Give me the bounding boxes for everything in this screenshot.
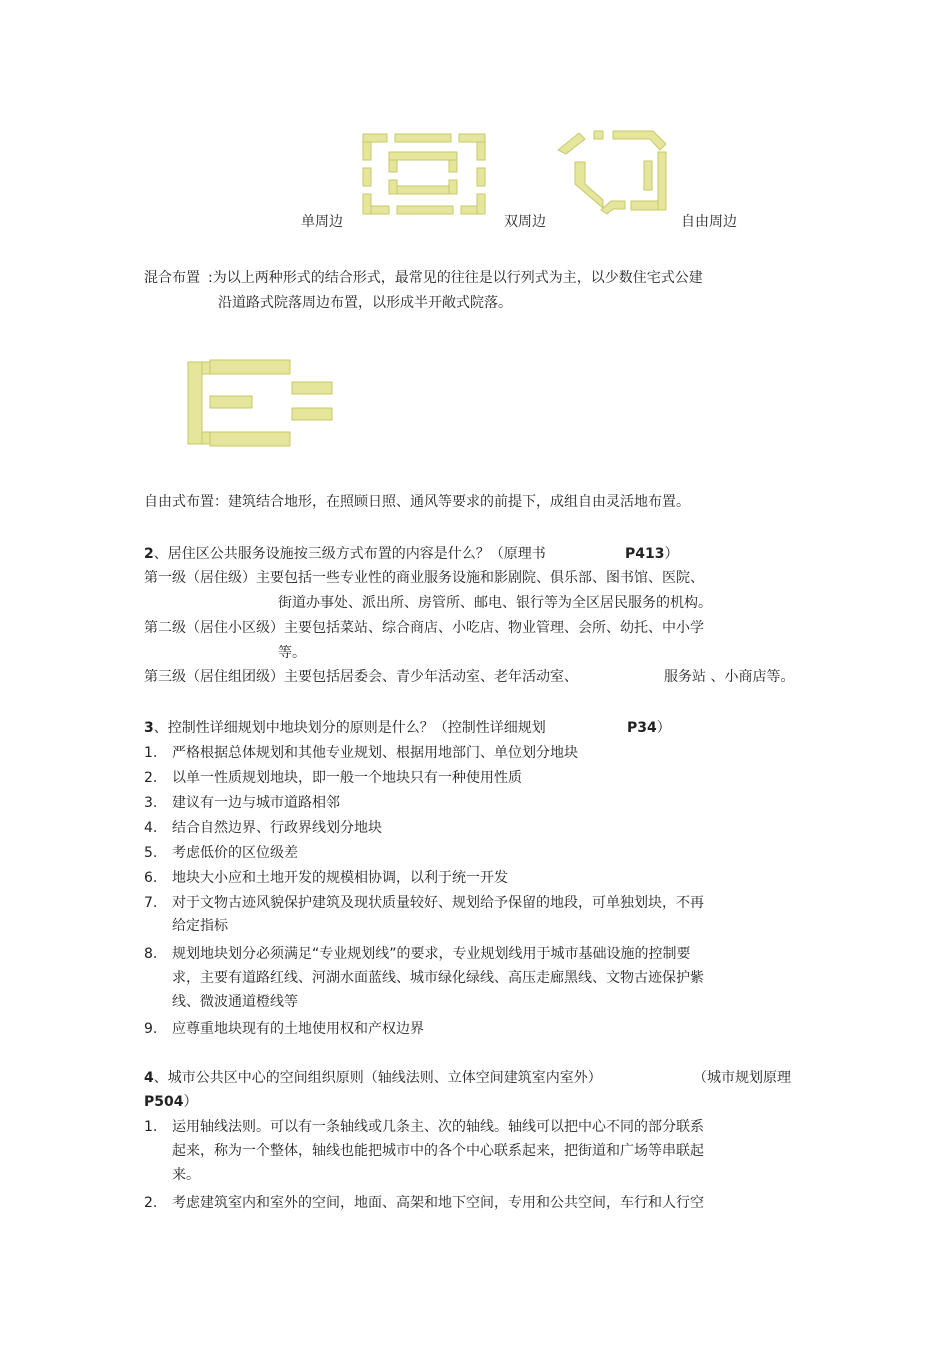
q3-item-text-cont: 求，主要有道路红线、河湖水面蓝线、城市绿化绿线、高压走廊黑线、文物古迹保护紫 xyxy=(172,970,704,986)
double-perimeter-figure xyxy=(360,132,490,222)
caption-free-perimeter: 自由周边 xyxy=(681,214,737,230)
q2-heading xyxy=(144,546,546,564)
q4-item-text: 考虑建筑室内和室外的空间，地面、高架和地下空间，专用和公共空间，车行和人行空 xyxy=(172,1195,704,1211)
q2-number: 2 xyxy=(144,546,154,562)
q3-item-number: 1. xyxy=(144,745,158,761)
free-perimeter-figure xyxy=(555,128,675,218)
q3-item-text: 严格根据总体规划和其他专业规划、根据用地部门、单位划分地块 xyxy=(172,745,578,761)
q3-heading xyxy=(144,720,546,738)
q3-item-text: 对于文物古迹风貌保护建筑及现状质量较好、规划给予保留的地段，可单独划块，不再 xyxy=(172,895,704,911)
free-layout-text: 自由式布置：建筑结合地形，在照顾日照、通风等要求的前提下，成组自由灵活地布置。 xyxy=(144,494,690,510)
q4-title: 、城市公共区中心的空间组织原则（轴线法则、立体空间建筑室内室外） xyxy=(153,1070,602,1086)
q3-ref-close: ） xyxy=(656,720,671,736)
q3-item-number: 9. xyxy=(144,1021,158,1037)
caption-single-perimeter: 单周边 xyxy=(301,214,343,230)
q3-ref xyxy=(627,720,671,738)
q3-item-text-cont: 线、微波通道橙线等 xyxy=(172,994,298,1010)
q4-item-number: 1. xyxy=(144,1119,158,1135)
q2-level2-line2: 等。 xyxy=(278,645,306,661)
q2-ref-close: ） xyxy=(664,546,679,562)
q3-item-text-cont: 给定指标 xyxy=(172,918,228,934)
q2-level1-line1: 第一级（居住级）主要包括一些专业性的商业服务设施和影剧院、俱乐部、图书馆、医院、 xyxy=(144,570,704,586)
q3-item-text: 考虑低价的区位级差 xyxy=(172,845,298,861)
q4-ref-close: ） xyxy=(183,1094,198,1110)
q4-item-text-cont: 起来，称为一个整体，轴线也能把城市中的各个中心联系起来，把街道和广场等串联起 xyxy=(172,1143,704,1159)
q3-item-number: 4. xyxy=(144,820,158,836)
q4-ref-page: P504 xyxy=(144,1094,184,1110)
q4-ref-a: （城市规划原理 xyxy=(693,1070,791,1086)
q4-heading xyxy=(144,1070,602,1088)
mixed-layout-line2: 沿道路式院落周边布置，以形成半开敞式院落。 xyxy=(218,295,512,311)
q3-number: 3 xyxy=(144,720,154,736)
q3-item-text: 应尊重地块现有的土地使用权和产权边界 xyxy=(172,1021,424,1037)
caption-double-perimeter: 双周边 xyxy=(504,214,546,230)
q3-item-text: 建议有一边与城市道路相邻 xyxy=(172,795,340,811)
q4-item-text-cont: 来。 xyxy=(172,1167,200,1183)
q3-ref-page: P34 xyxy=(627,720,657,736)
q2-level3-line1: 第三级（居住组团级）主要包括居委会、青少年活动室、老年活动室、 xyxy=(144,669,578,685)
q2-title: 、居住区公共服务设施按三级方式布置的内容是什么？（原理书 xyxy=(153,546,546,562)
q3-item-number: 5. xyxy=(144,845,158,861)
q2-ref-page: P413 xyxy=(625,546,665,562)
q3-item-text: 结合自然边界、行政界线划分地块 xyxy=(172,820,382,836)
q2-ref xyxy=(625,546,678,564)
q3-item-number: 3. xyxy=(144,795,158,811)
q2-level3-line2: 服务站 、小商店等。 xyxy=(664,669,795,685)
q3-item-text: 以单一性质规划地块，即一般一个地块只有一种使用性质 xyxy=(172,770,522,786)
q2-level1-line2: 街道办事处、派出所、房管所、邮电、银行等为全区居民服务的机构。 xyxy=(278,595,712,611)
q4-ref-b xyxy=(144,1094,197,1112)
q3-item-number: 6. xyxy=(144,870,158,886)
q3-item-text: 规划地块划分必须满足“专业规划线”的要求，专业规划线用于城市基础设施的控制要 xyxy=(172,946,691,962)
mixed-layout-label: 混合布置 xyxy=(144,270,200,286)
q4-item-number: 2. xyxy=(144,1195,158,1211)
q3-item-number: 7. xyxy=(144,895,158,911)
q2-level2-line1: 第二级（居住小区级）主要包括菜站、综合商店、小吃店、物业管理、会所、幼托、中小学 xyxy=(144,620,704,636)
q3-item-text: 地块大小应和土地开发的规模相协调，以利于统一开发 xyxy=(172,870,508,886)
q4-item-text: 运用轴线法则。可以有一条轴线或几条主、次的轴线。轴线可以把中心不同的部分联系 xyxy=(172,1119,704,1135)
q3-title: 、控制性详细规划中地块划分的原则是什么？（控制性详细规划 xyxy=(153,720,546,736)
q3-item-number: 2. xyxy=(144,770,158,786)
q3-item-number: 8. xyxy=(144,946,158,962)
mixed-layout-line1: :为以上两种形式的结合形式，最常见的往往是以行列式为主，以少数住宅式公建 xyxy=(208,270,703,286)
q4-number: 4 xyxy=(144,1070,154,1086)
mixed-layout-figure xyxy=(186,358,336,448)
